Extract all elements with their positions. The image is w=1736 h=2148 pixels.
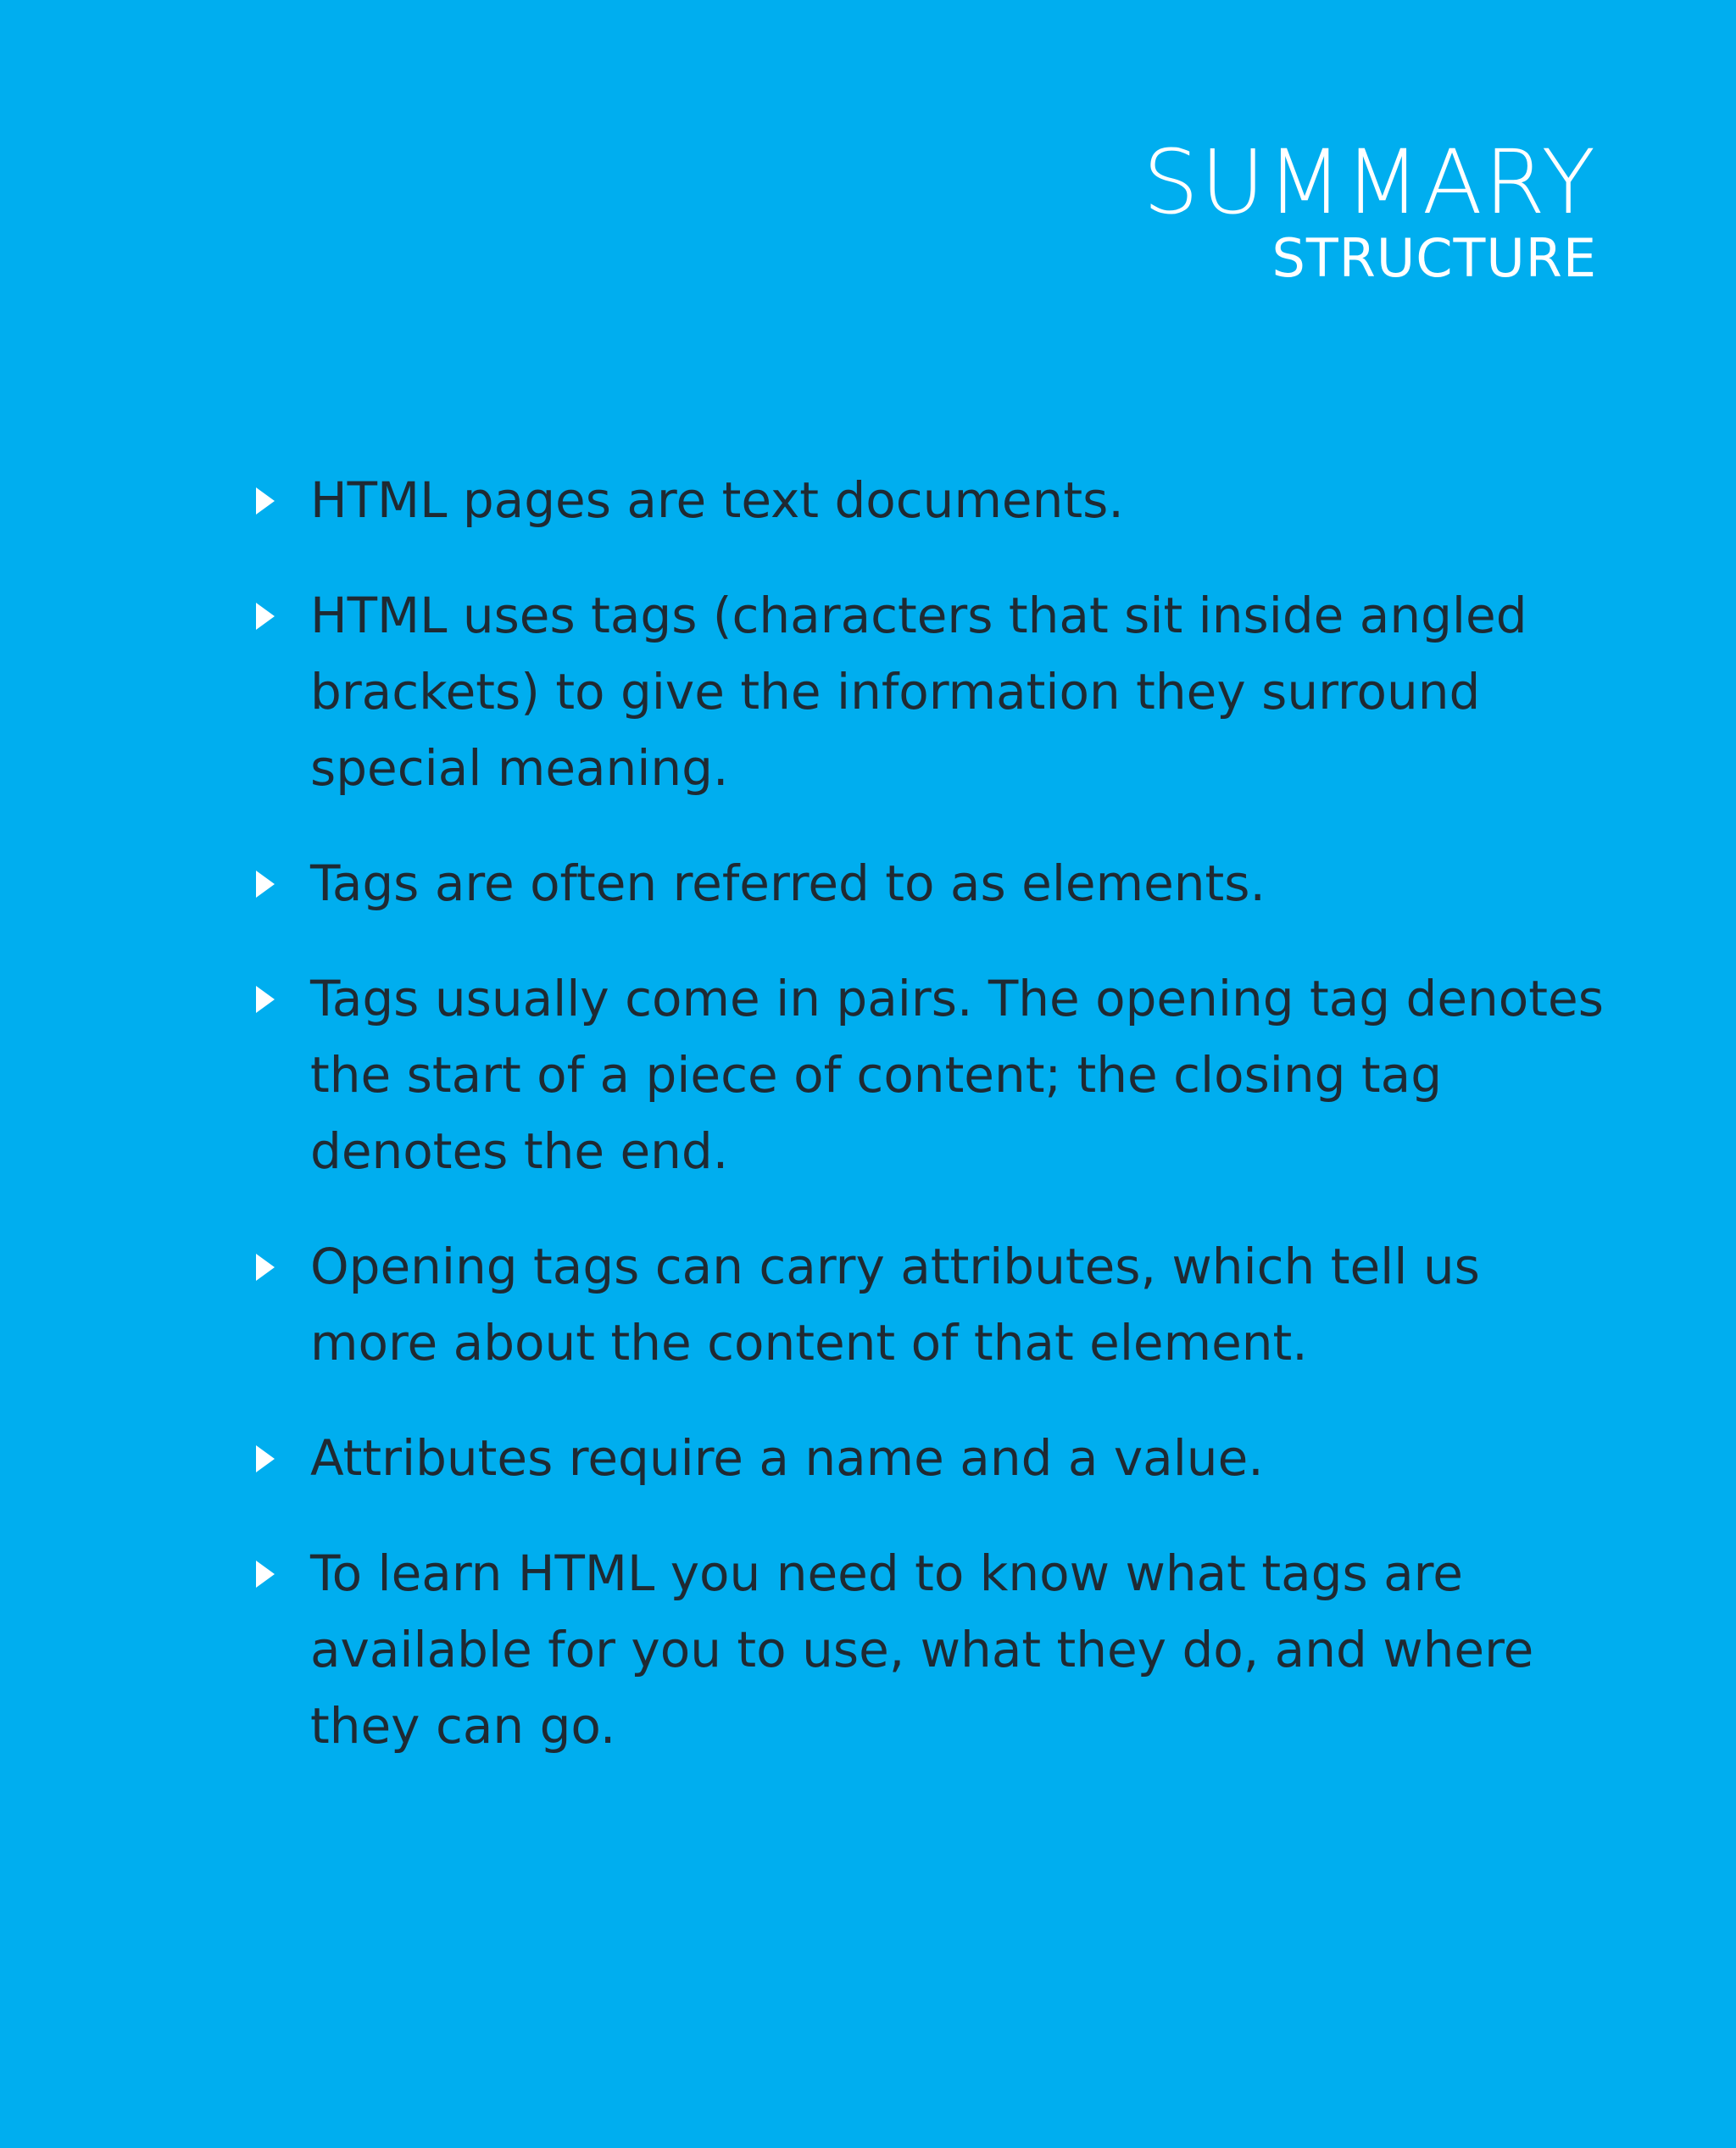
summary-item-text: Tags usually come in pairs. The opening tag denotes the start of a piece of content; the closing tag denotes the end.: [310, 970, 1604, 1180]
page-heading: [1143, 131, 1597, 289]
summary-item: [254, 462, 1611, 538]
summary-item: [254, 1535, 1611, 1764]
page-subtitle: STRUCTURE: [1271, 227, 1597, 289]
triangle-right-icon: [256, 1445, 275, 1472]
summary-item: [254, 1228, 1611, 1381]
triangle-right-icon: [256, 487, 275, 515]
triangle-right-icon: [256, 986, 275, 1013]
summary-item-text: Tags are often referred to as elements.: [310, 854, 1266, 912]
summary-item-text: To learn HTML you need to know what tags are available for you to use, what they do, and where they can go.: [310, 1544, 1534, 1755]
summary-item-text: HTML pages are text documents.: [310, 471, 1124, 529]
summary-item-text: Opening tags can carry attributes, which tell us more about the content of that element.: [310, 1238, 1480, 1372]
summary-list: [254, 462, 1611, 1803]
summary-item-text: HTML uses tags (characters that sit inside angled brackets) to give the information they surround special meaning.: [310, 587, 1527, 797]
triangle-right-icon: [256, 1254, 275, 1281]
summary-item-text: Attributes require a name and a value.: [310, 1429, 1264, 1487]
triangle-right-icon: [256, 871, 275, 898]
summary-item: [254, 1420, 1611, 1496]
triangle-right-icon: [256, 603, 275, 630]
summary-item: [254, 845, 1611, 921]
triangle-right-icon: [256, 1561, 275, 1588]
summary-item: [254, 577, 1611, 806]
page-title: SUMMARY: [1143, 131, 1597, 234]
summary-item: [254, 960, 1611, 1189]
